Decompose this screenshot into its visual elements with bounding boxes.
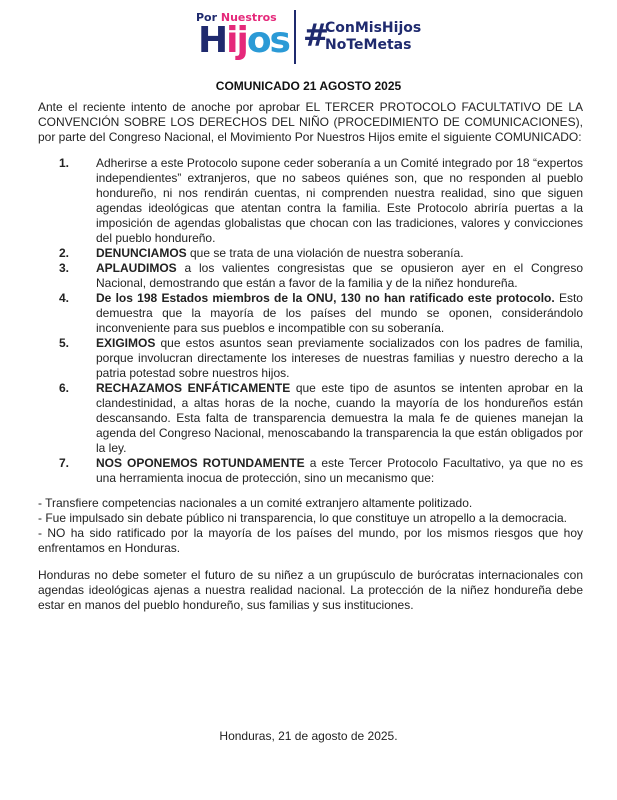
- list-item: 1. Adherirse a este Protocolo supone ceder soberanía a un Comité integrado por 18 “expertos independientes” extranjeros, que no sabeos quiénes son, que no responden al pueblo hondureño, ni nos rendirán cuentas, ni comprenden nuestra realidad, sino que siguen agendas ideológicas que atentan contra la familia. Este Protocolo abriría puertas a la imposición de agendas globalistas que chocan con las tradiciones, valores y convicciones del pueblo hondureño.: [59, 156, 583, 245]
- closing-paragraph: Honduras no debe someter el futuro de su niñez a un grupúsculo de burócratas internacionales con agendas ideológicas ajenas a nuestra realidad nacional. La protección de la niñez hondureña debe estar en manos del pueblo hondureño, sus familias y sus instituciones.: [38, 568, 583, 612]
- hashtag-line-1: ConMisHijos: [325, 20, 422, 36]
- dash-item: - NO ha sido ratificado por la mayoría de los países del mundo, por los mismos riesgos que hoy enfrentamos en Honduras.: [38, 526, 583, 555]
- intro-paragraph: Ante el reciente intento de anoche por aprobar EL TERCER PROTOCOLO FACULTATIVO DE LA CONVENCIÓN SOBRE LOS DERECHOS DEL NIÑO (PROCEDIMIENTO DE COMUNICACIONES), por parte del Congreso Nacional, el Movimiento Por Nuestros Hijos emite el siguiente COMUNICADO:: [38, 100, 583, 144]
- logo-divider: [294, 10, 296, 64]
- dash-item: - Fue impulsado sin debate público ni transparencia, lo que constituye un atropello a la democracia.: [38, 511, 567, 525]
- hashtag-line-2: NoTeMetas: [325, 37, 412, 53]
- list-item: 5. EXIGIMOS que estos asuntos sean previamente socializados con los padres de familia, porque involucran directamente los intereses de nuestras familias y nuestro derecho a la patria potestad sobre nuestros hijos.: [59, 336, 583, 380]
- list-item: 2. DENUNCIAMOS que se trata de una violación de nuestra soberanía.: [59, 246, 464, 260]
- dash-item: - Transfiere competencias nacionales a un comité extranjero altamente politizado.: [38, 496, 473, 510]
- document-body: [38, 100, 583, 613]
- por-nuestros-hijos-logo: [196, 11, 289, 64]
- logo-small-text: Por Nuestros: [196, 11, 277, 24]
- list-item: 7. NOS OPONEMOS ROTUNDAMENTE a este Tercer Protocolo Facultativo, ya que no es una herramienta inocua de protección, sino un mecanismo que:: [59, 456, 583, 485]
- document-date: Honduras, 21 de agosto de 2025.: [219, 729, 398, 743]
- document-title: COMUNICADO 21 AGOSTO 2025: [215, 79, 402, 93]
- points-list: [38, 156, 583, 486]
- hashtag-icon: #: [303, 18, 329, 54]
- hashtag-logo: [303, 18, 443, 62]
- list-item: 6. RECHAZAMOS ENFÁTICAMENTE que este tipo de asuntos se intenten aprobar en la clandestinidad, a altas horas de la noche, cuando la mayoría de los hondureños están descansando. Esta falta de transparencia demuestra la mala fe de quienes manejan la agenda del Congreso Nacional, menoscabando la transparencia la que están obligados por la ley.: [59, 381, 583, 455]
- list-item: 4. De los 198 Estados miembros de la ONU, 130 no han ratificado este protocolo. Esto demuestra que la mayoría de los países del mundo se oponen, considerándolo inconveniente para sus pueblos e incompatible con su soberanía.: [59, 291, 583, 335]
- logo-big-text: Hijos: [198, 20, 289, 61]
- list-item: 3. APLAUDIMOS a los valientes congresistas que se opusieron ayer en el Congreso Nacional, demostrando que están a favor de la familia y de la niñez hondureña.: [59, 261, 583, 290]
- header: [0, 10, 617, 64]
